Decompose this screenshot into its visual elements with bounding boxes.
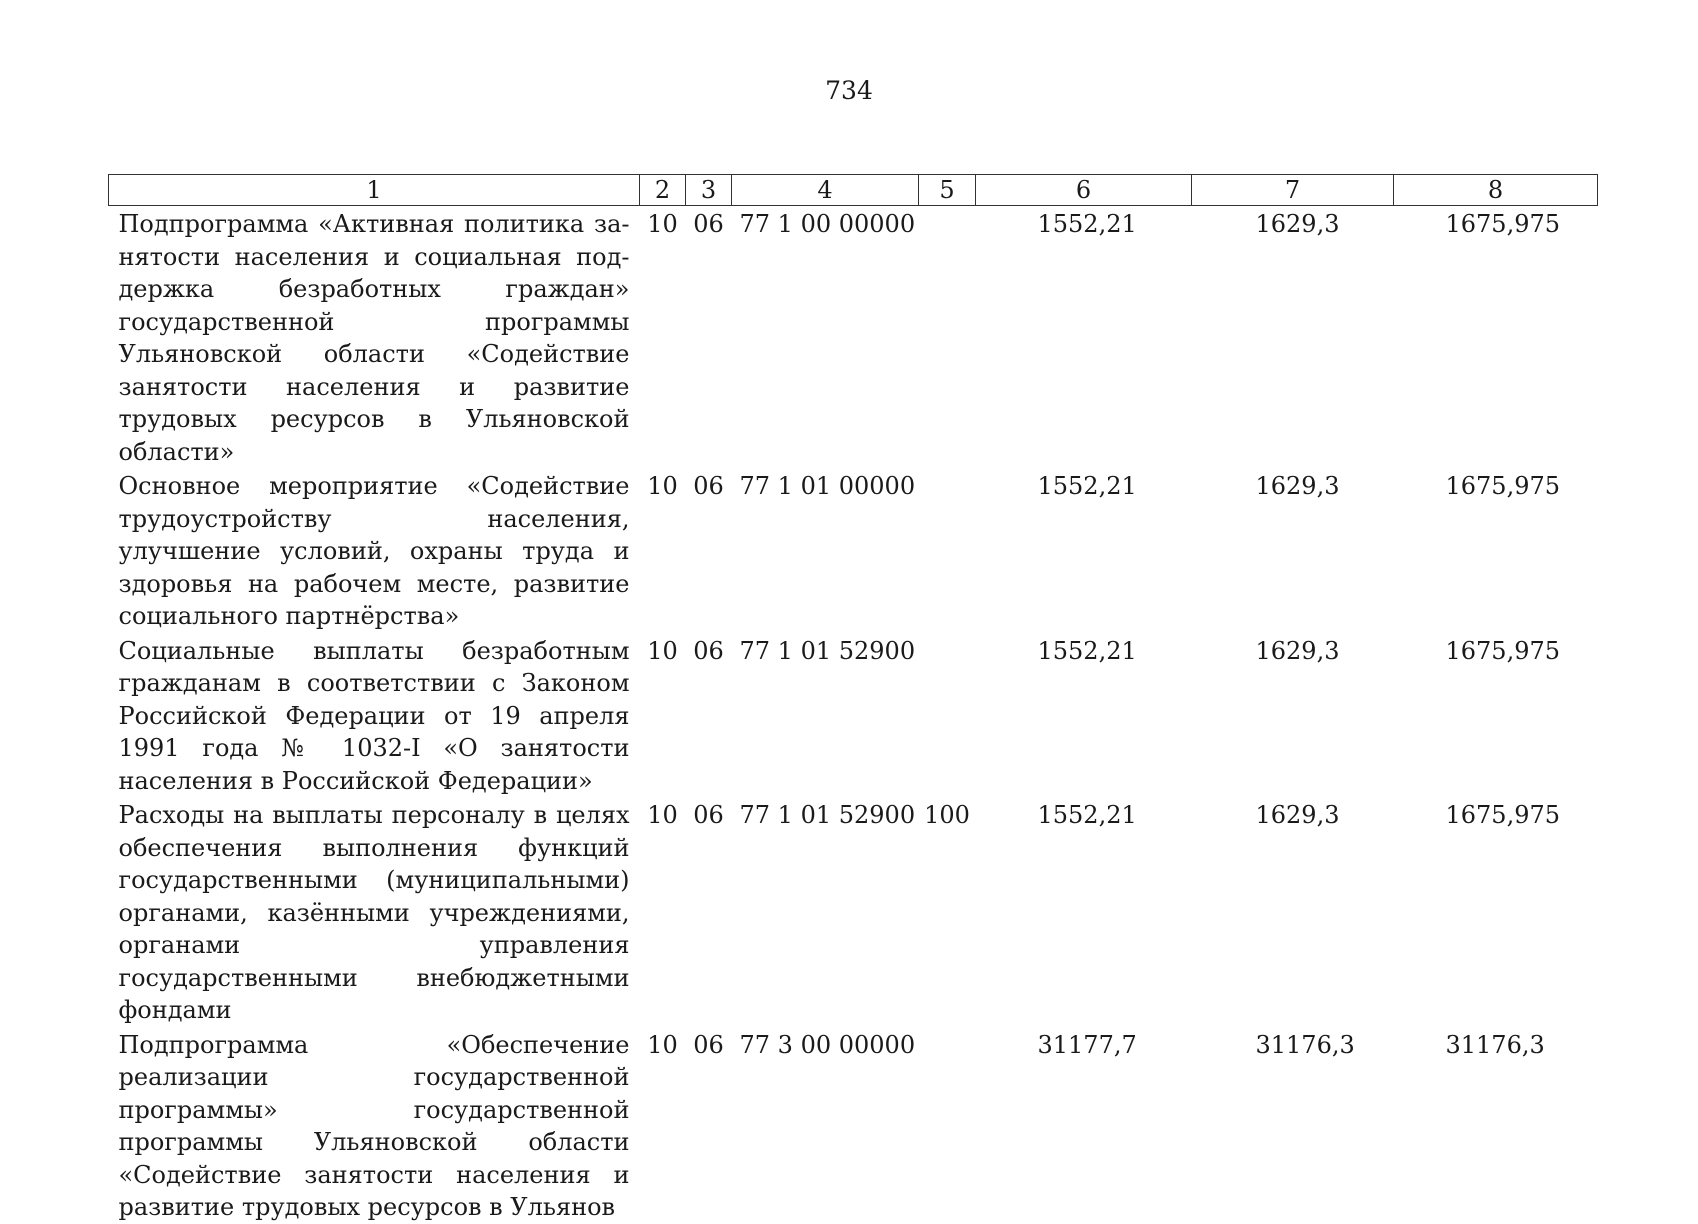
column-header: 8 [1394, 175, 1598, 206]
subsection-code: 06 [693, 210, 724, 238]
column-header: 3 [686, 175, 732, 206]
target-item-code: 77 1 01 52900 [739, 636, 916, 665]
expense-type-code: 100 [924, 801, 970, 829]
amount-col-7: 1629,3 [1255, 801, 1340, 829]
amount-col-6: 1552,21 [1037, 210, 1137, 238]
amount-col-6: 1552,21 [1037, 636, 1137, 665]
amount-col-6: 1552,21 [1037, 472, 1137, 500]
column-header: 7 [1192, 175, 1394, 206]
column-header: 1 [109, 175, 640, 206]
target-item-code: 77 1 01 00000 [739, 472, 916, 500]
table-row [109, 206, 1598, 469]
amount-col-7: 1629,3 [1255, 210, 1340, 238]
expense-type-code [919, 468, 976, 633]
subsection-code: 06 [693, 636, 724, 665]
row-description: Социальные выплаты безработным гражданам в соответствии с Законом Российской Федерации от 19 апреля 1991 года № 1032-I «О занятости населения в Российской Федерации» [118, 636, 630, 795]
column-header: 6 [976, 175, 1192, 206]
table-header-row [109, 175, 1598, 206]
section-code: 10 [647, 801, 678, 829]
page-number: 734 [825, 76, 873, 105]
table-row [109, 1027, 1598, 1224]
expense-type-code [919, 206, 976, 469]
amount-col-7: 1629,3 [1255, 636, 1340, 665]
column-header: 4 [732, 175, 919, 206]
amount-col-6: 1552,21 [1037, 801, 1137, 829]
row-description: Основное мероприятие «Содействие трудоустройству населения, улучшение условий, охраны труда и здоровья на рабочем месте, развитие социального партнёрства» [118, 472, 630, 630]
budget-table [108, 174, 1598, 1224]
row-description: Подпрограмма «Активная политика занятости населения и социальная поддержка безработных граждан» государственной программы Ульяновской области «Содействие занятости населения и развитие трудовых ресурсов в Ульяновской области» [118, 210, 630, 466]
expense-type-code [919, 1027, 976, 1224]
column-header: 5 [919, 175, 976, 206]
section-code: 10 [647, 636, 678, 665]
section-code: 10 [647, 210, 678, 238]
amount-col-6: 31177,7 [1037, 1030, 1137, 1059]
amount-col-8: 31176,3 [1445, 1030, 1545, 1059]
amount-col-7: 31176,3 [1255, 1030, 1355, 1059]
target-item-code: 77 1 01 52900 [739, 801, 916, 829]
table-row [109, 633, 1598, 798]
table-row [109, 468, 1598, 633]
expense-type-code [919, 633, 976, 798]
amount-col-7: 1629,3 [1255, 472, 1340, 500]
subsection-code: 06 [693, 1030, 724, 1059]
target-item-code: 77 3 00 00000 [739, 1030, 916, 1059]
subsection-code: 06 [693, 801, 724, 829]
section-code: 10 [647, 472, 678, 500]
subsection-code: 06 [693, 472, 724, 500]
target-item-code: 77 1 00 00000 [739, 210, 916, 238]
column-header: 2 [640, 175, 686, 206]
section-code: 10 [647, 1030, 678, 1059]
amount-col-8: 1675,975 [1445, 472, 1561, 500]
row-description: Подпрограмма «Обеспечение реализации государственной программы» государственной программы Ульяновской области «Содействие занятости населения и развитие трудовых ресурсов в Ульянов [118, 1030, 630, 1221]
row-description: Расходы на выплаты персоналу в целях обеспечения выполнения функций государственными (муниципальными) органами, казёнными учреждениями, органами управления государственными внебюджетными фондами [118, 801, 630, 1024]
amount-col-8: 1675,975 [1445, 210, 1561, 238]
amount-col-8: 1675,975 [1445, 636, 1561, 665]
amount-col-8: 1675,975 [1445, 801, 1561, 829]
table-row [109, 797, 1598, 1027]
